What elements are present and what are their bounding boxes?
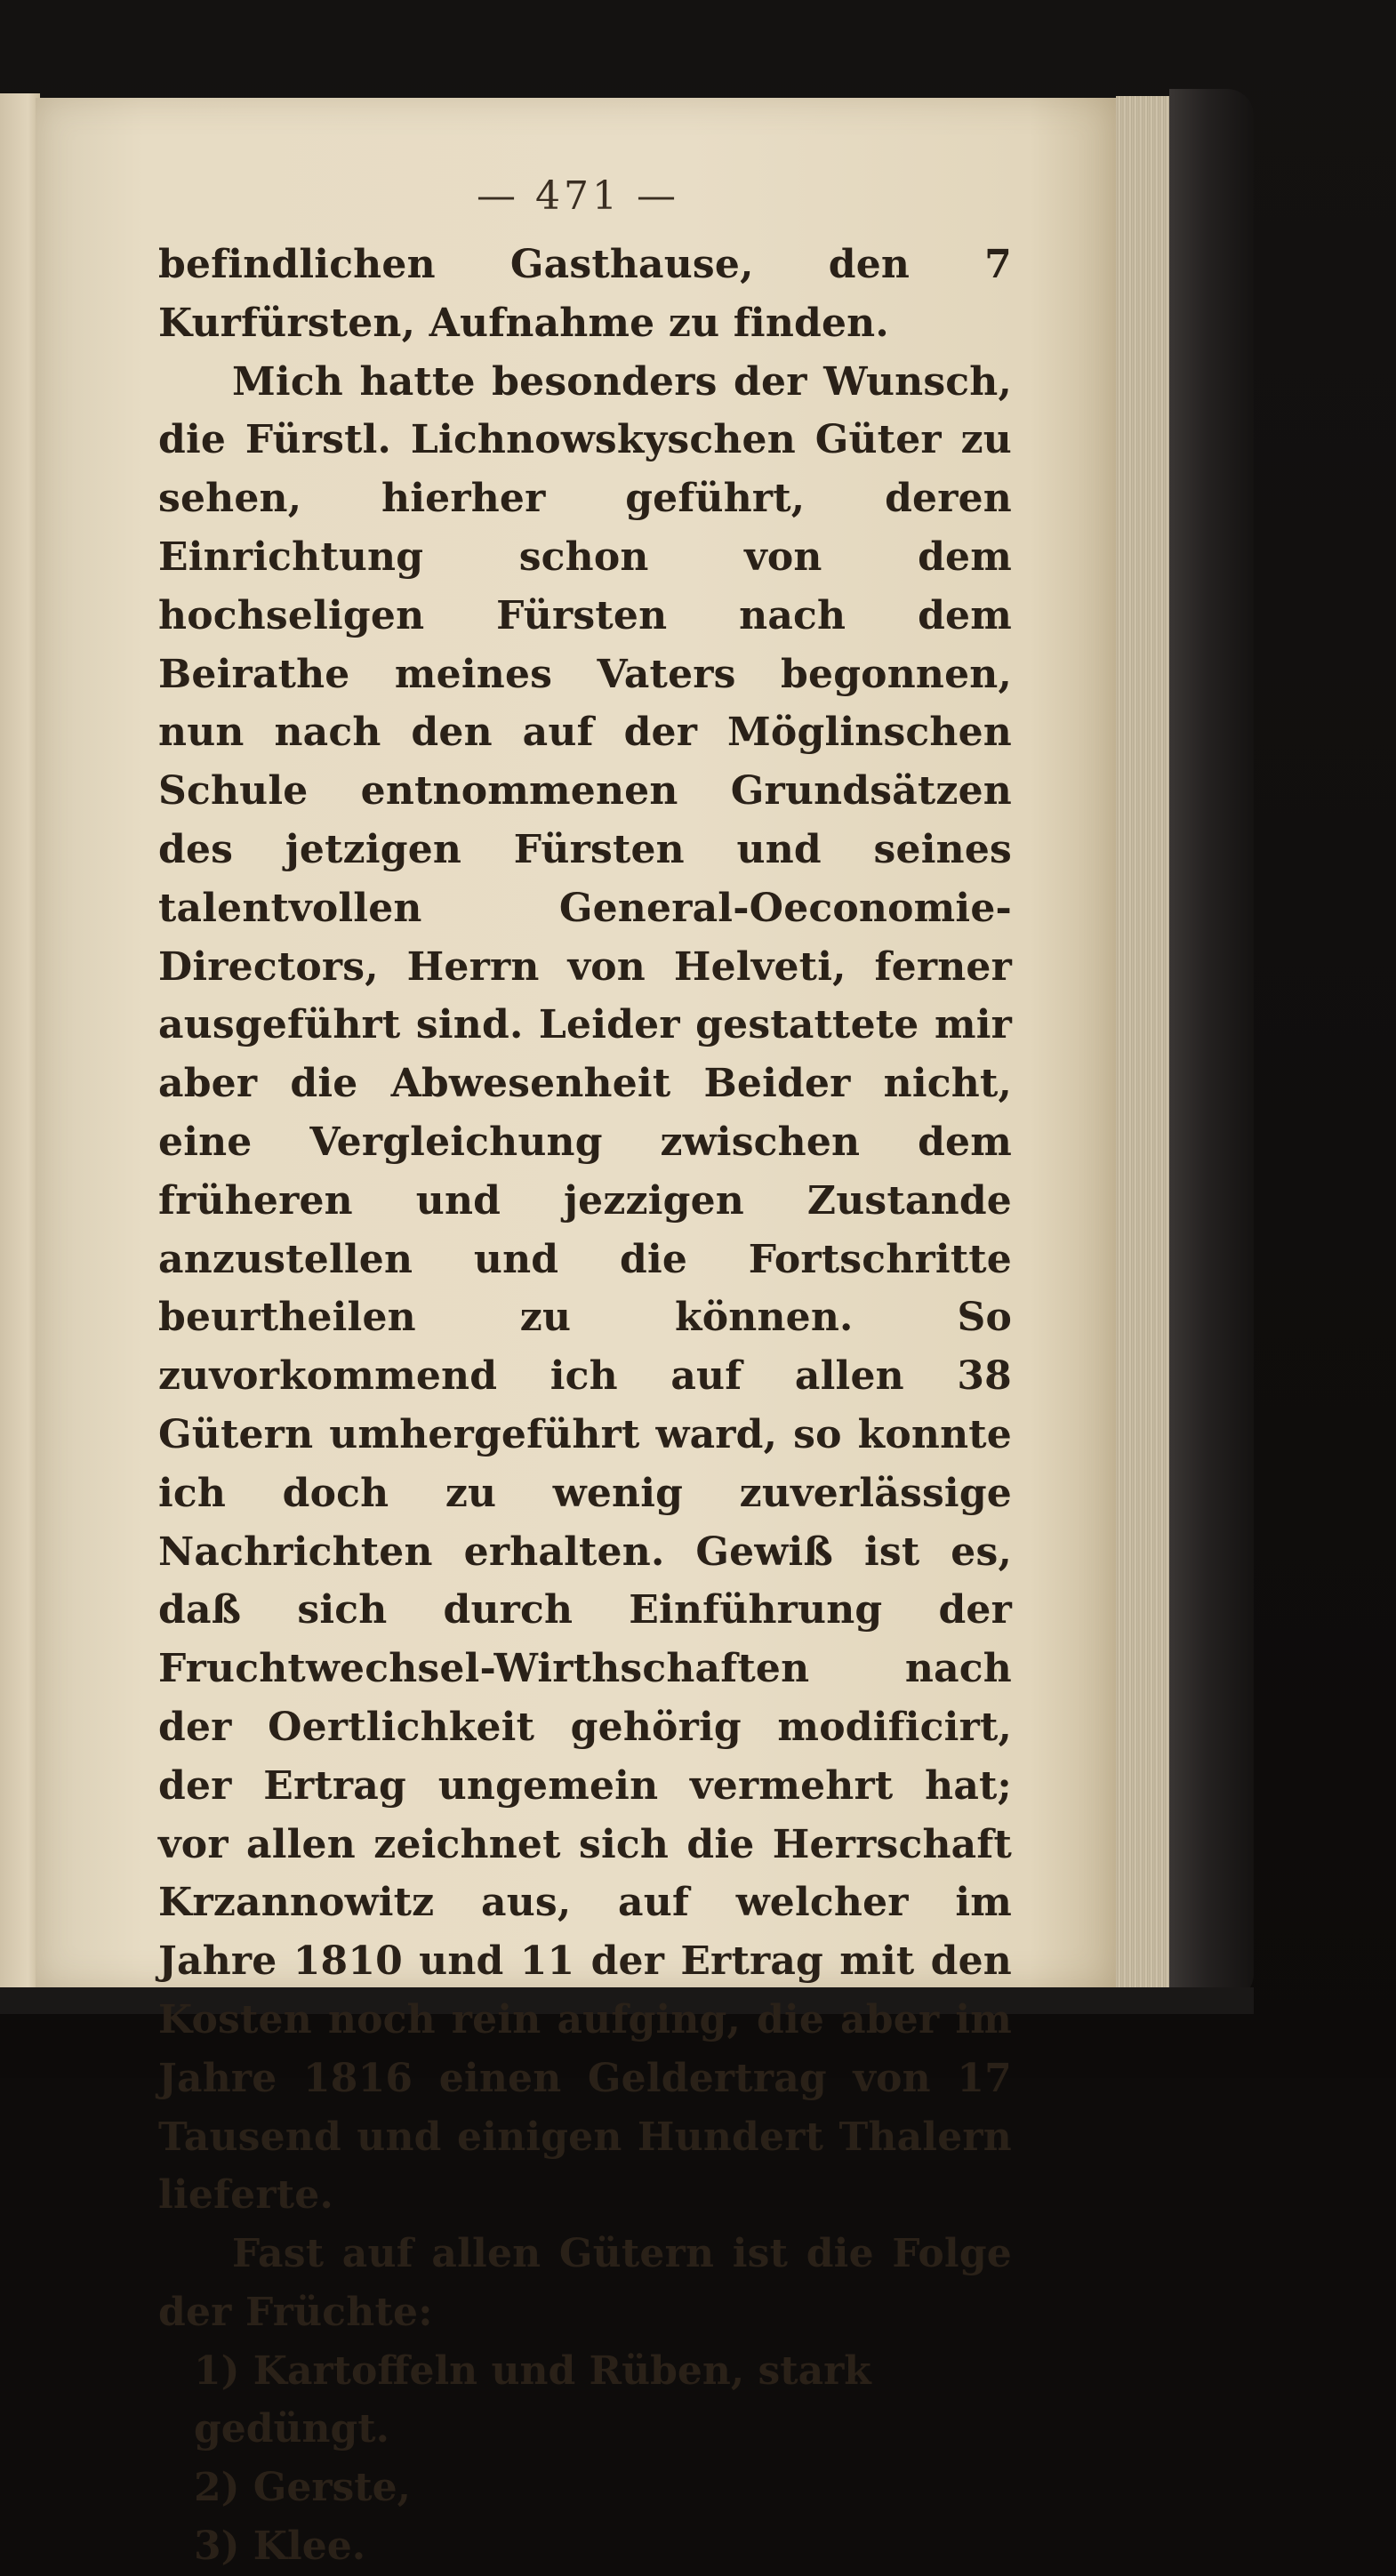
paragraph-3: Fast auf allen Gütern ist die Folge der Früchte: <box>158 2231 1012 2335</box>
list-item: 3) Klee. <box>194 2524 366 2570</box>
page-stack-edge <box>1116 96 1169 1994</box>
page-number: — 471 — <box>477 173 679 219</box>
page-body <box>158 236 1012 2576</box>
paragraph-2: Mich hatte besonders der Wunsch, die Fürstl. Lichnowskyschen Güter zu sehen, hierher geführt, deren Einrichtung schon von dem hochseligen Fürsten nach dem Beirathe meines Vaters begonnen, nun nach den auf der Möglinschen Schule entnommenen Grundsätzen des jetzigen Fürsten und seines talentvollen General-Oeconomie-Directors, Herrn von Helveti, ferner ausgeführt sind. Leider gestattete mir aber die Abwesenheit Beider nicht, eine Vergleichung zwischen dem früheren und jezzigen Zustande anzustellen und die Fortschritte beurtheilen zu können. So zuvorkommend ich auf allen 38 Gütern umhergeführt ward, so konnte ich doch zu wenig zuverlässige Nachrichten erhalten. Gewiß ist es, daß sich durch Einführung der Fruchtwechsel-Wirthschaften nach der Oertlichkeit gehörig modificirt, der Ertrag ungemein vermehrt hat; vor allen zeichnet sich die Herrschaft Krzannowitz aus, auf welcher im Jahre 1810 und 11 der Ertrag mit den Kosten noch rein aufging, die aber im Jahre 1816 einen Geldertrag von 17 Tausend und einigen Hundert Thalern lieferte. <box>158 358 1012 2219</box>
list-item: 1) Kartoffeln und Rüben, stark gedüngt. <box>194 2347 871 2452</box>
paragraph-1: befindlichen Gasthause, den 7 Kurfürsten, Aufnahme zu finden. <box>158 242 1012 346</box>
crop-rotation-list <box>158 2342 1012 2576</box>
book-cover-edge <box>1169 89 1254 2001</box>
left-page-edge <box>0 93 40 2005</box>
list-item: 2) Gerste, <box>194 2465 411 2511</box>
